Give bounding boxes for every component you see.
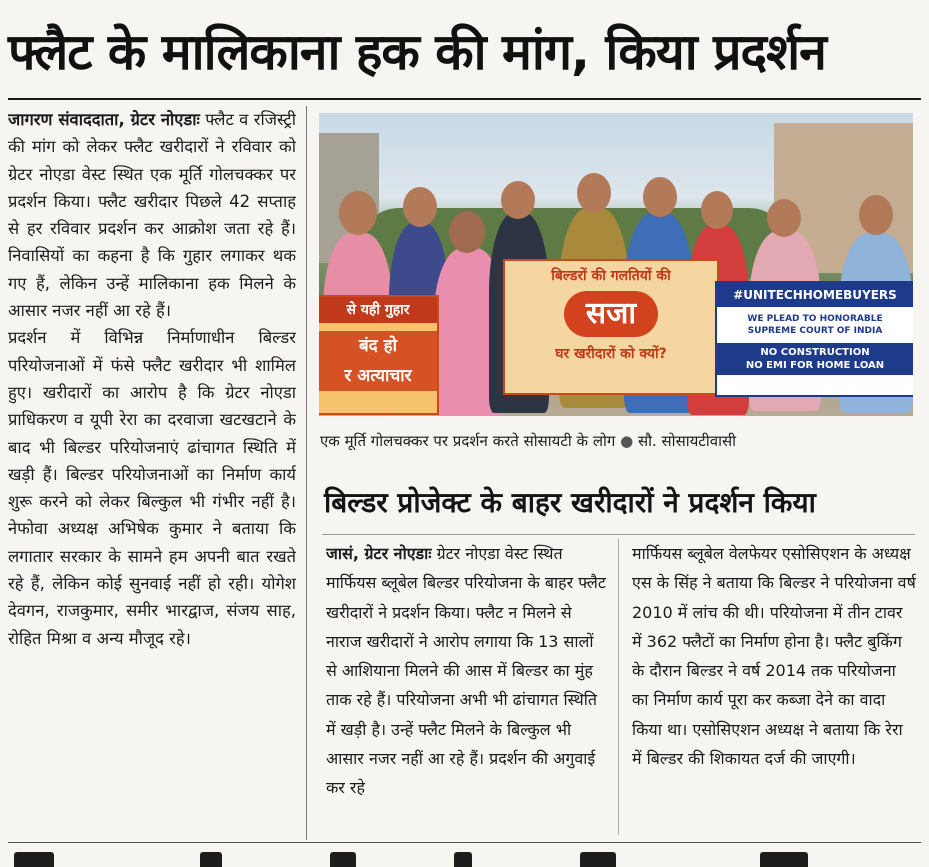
person-head	[859, 195, 893, 235]
left-article-para-1	[8, 106, 296, 324]
banner-right-plea	[717, 307, 913, 337]
caption-credit: सौ. सोसायटीवासी	[637, 432, 736, 450]
next-headline-glyph	[454, 852, 472, 867]
caption-separator: ●	[620, 432, 634, 450]
banner-left-line: र अत्याचार	[319, 361, 437, 391]
left-article-byline: जागरण संवाददाता, ग्रेटर नोएडाः	[8, 110, 200, 129]
next-headline-fragment	[0, 848, 929, 867]
banner-right	[715, 281, 913, 397]
second-article-col-1	[326, 539, 606, 837]
left-article	[8, 106, 296, 838]
second-article-divider	[618, 539, 619, 835]
top-rule	[8, 98, 921, 100]
next-headline-glyph	[760, 852, 808, 867]
person-head	[577, 173, 611, 213]
person-head	[767, 199, 801, 237]
banner-right-title: #UNITECHHOMEBUYERS	[717, 283, 913, 307]
second-article-para-1	[326, 539, 606, 803]
next-headline-glyph	[14, 852, 54, 867]
second-article-col-2-text: मार्फियस ब्लूबेल वेलफेयर एसोसिएशन के अध्यक्ष एस के सिंह ने बताया कि बिल्डर ने परियोजना वर्ष 2010 में लांच की थी। परियोजना में तीन टावर में 362 फ्लैटों का निर्माण होना है। फ्लैट बुकिंग के दौरान बिल्डर ने वर्ष 2014 तक परियोजना का निर्माण कार्य पूरा कर कब्जा देने का वादा किया था। एसोसिएशन अध्यक्ष ने बताया कि रेरा में बिल्डर की शिकायत दर्ज की जाएगी।	[632, 544, 916, 769]
next-headline-glyph	[330, 852, 356, 867]
column-divider	[306, 106, 307, 840]
left-article-body: फ्लैट व रजिस्ट्री की मांग को लेकर फ्लैट खरीदारों ने रविवार को ग्रेटर नोएडा वेस्ट स्थित एक मूर्ति गोलचक्कर पर प्रदर्शन किया। फ्लैट खरीदार पिछले 42 सप्ताह से हर रविवार प्रदर्शन कर आक्रोश जता रहे हैं। निवासियों का कहना है कि गुहार लगाकर थक गए हैं, लेकिन उन्हें मालिकाना हक मिलने के आसार नजर नहीं आ रहे हैं।	[8, 110, 296, 321]
person-head	[403, 187, 437, 227]
second-headline: बिल्डर प्रोजेक्ट के बाहर खरीदारों ने प्रदर्शन किया	[324, 486, 816, 519]
next-headline-glyph	[200, 852, 222, 867]
banner-center-title: सजा	[564, 291, 658, 337]
second-article-col-2	[632, 539, 916, 837]
photo-caption	[320, 428, 915, 454]
person-head	[701, 191, 733, 229]
banner-right-line: NO EMI FOR HOME LOAN	[745, 360, 885, 371]
protest-photo	[319, 113, 913, 416]
person-head	[501, 181, 535, 219]
banner-left	[319, 295, 439, 415]
banner-center	[503, 259, 719, 395]
second-article-byline: जासं, ग्रेटर नोएडाः	[326, 544, 432, 563]
next-headline-glyph	[580, 852, 616, 867]
second-article-col-1-text: ग्रेटर नोएडा वेस्ट स्थित मार्फियस ब्लूबेल बिल्डर परियोजना के बाहर फ्लैट खरीदारों ने प्रदर्शन किया। फ्लैट न मिलने से नाराज खरीदारों ने आरोप लगाया कि 13 सालों से आशियाना मिलने की आस में बिल्डर का मुंह ताक रहे हैं। परियोजना अभी भी ढांचागत स्थिति में खड़ी है। उन्हें फ्लैट मिलने के बिल्कुल भी आसार नजर नहीं आ रहे हैं। प्रदर्शन की अगुवाई कर रहे	[326, 544, 606, 798]
person-head	[339, 191, 377, 235]
banner-right-line: SUPREME COURT OF INDIA	[747, 326, 883, 336]
banner-left-line: से यही गुहार	[319, 297, 437, 323]
banner-right-line: WE PLEAD TO HONORABLE	[747, 314, 883, 324]
left-article-para-2: प्रदर्शन में विभिन्न निर्माणाधीन बिल्डर परियोजनाओं में फंसे फ्लैट खरीदार भी शामिल हुए। खरीदारों का आरोप है कि ग्रेटर नोएडा प्राधिकरण व यूपी रेरा का दरवाजा खटखटाने के बाद भी बिल्डर परियोजनाएं ढांचागत स्थिति में खड़ी हैं। बिल्डर परियोजनाओं का निर्माण कार्य शुरू करने को लेकर बिल्कुल भी गंभीर नहीं है। नेफोवा अध्यक्ष अभिषेक कुमार ने बताया कि लगातार सरकार के सामने हम अपनी बात रखते रहे हैं, लेकिन कोई सुनवाई नहीं हो रही। योगेश देवगन, राजकुमार, समीर भारद्वाज, संजय साह, रोहित मिश्रा व अन्य मौजूद रहे।	[8, 328, 296, 648]
banner-center-line: बिल्डरों की गलतियों की	[551, 268, 671, 284]
headline: फ्लैट के मालिकाना हक की मांग, किया प्रदर्शन	[8, 23, 826, 81]
banner-right-demands	[717, 343, 913, 375]
bottom-rule	[8, 842, 921, 843]
second-headline-rule	[322, 534, 915, 535]
caption-text: एक मूर्ति गोलचक्कर पर प्रदर्शन करते सोसायटी के लोग	[320, 432, 616, 450]
person-head	[643, 177, 677, 217]
banner-center-line: घर खरीदारों को क्यों?	[555, 346, 667, 362]
banner-right-line: NO CONSTRUCTION	[760, 347, 870, 358]
banner-left-line: बंद हो	[319, 331, 437, 361]
person-head	[449, 211, 485, 253]
